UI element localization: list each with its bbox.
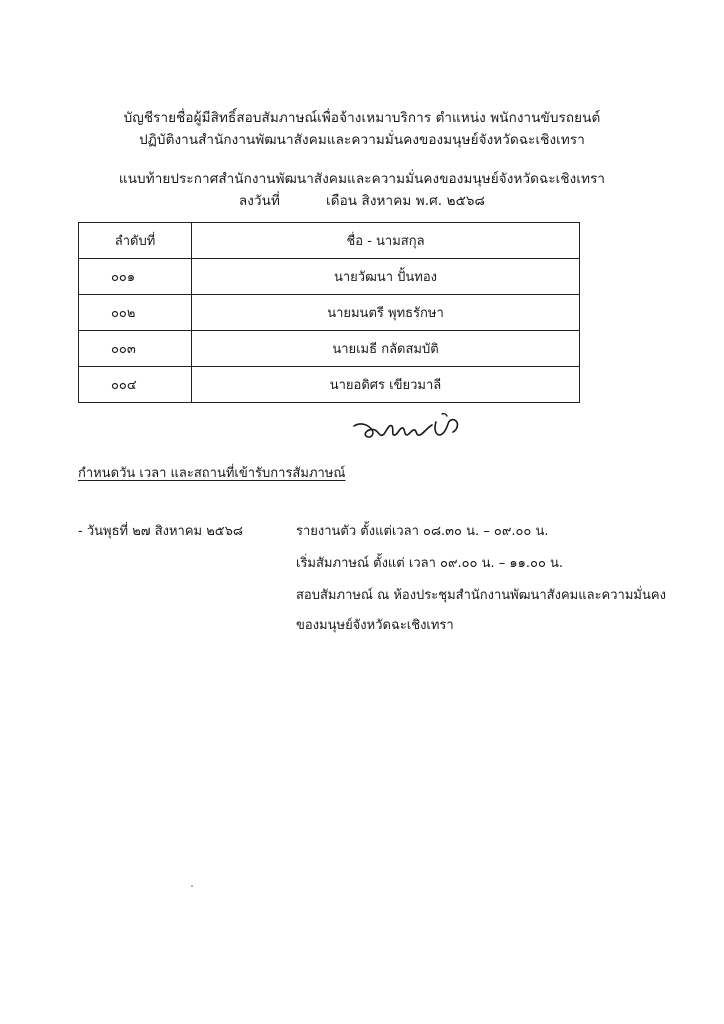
interview-date: - วันพุธที่ ๒๗ สิงหาคม ๒๕๖๘	[78, 524, 243, 539]
table-header-row	[79, 223, 580, 259]
row-number: ๐๐๔	[79, 367, 192, 403]
document-title-line-1: บัญชีรายชื่อผู้มีสิทธิ์สอบสัมภาษณ์เพื่อจ้างเหมาบริการ ตำแหน่ง พนักงานขับรถยนต์	[123, 110, 601, 126]
row-number: ๐๐๑	[79, 259, 192, 295]
interview-location-continued: ของมนุษย์จังหวัดฉะเชิงเทรา	[296, 618, 454, 633]
report-time: รายงานตัว ตั้งแต่เวลา ๐๘.๓๐ น. – ๐๙.๐๐ น.	[296, 524, 549, 539]
document-title-line-2: ปฏิบัติงานสำนักงานพัฒนาสังคมและความมั่นคงของมนุษย์จังหวัดฉะเชิงเทรา	[139, 132, 585, 148]
announcement-date	[0, 189, 724, 211]
table-row	[79, 331, 580, 367]
column-header-number: ลำดับที่	[79, 223, 192, 259]
column-header-name: ชื่อ - นามสกุล	[192, 223, 580, 259]
table-row	[79, 295, 580, 331]
candidate-name: นายมนตรี พุทธรักษา	[192, 295, 580, 331]
date-month-year: เดือน สิงหาคม พ.ศ. ๒๕๖๘	[325, 193, 486, 209]
schedule-heading: กำหนดวัน เวลา และสถานที่เข้ารับการสัมภาษณ์	[78, 466, 346, 481]
candidate-name: นายวัฒนา ปั้นทอง	[192, 259, 580, 295]
candidate-table	[78, 222, 580, 403]
handwritten-signature	[350, 408, 470, 444]
row-number: ๐๐๒	[79, 295, 192, 331]
candidate-name: นายเมธี กลัดสมบัติ	[192, 331, 580, 367]
row-number: ๐๐๓	[79, 331, 192, 367]
interview-time: เริ่มสัมภาษณ์ ตั้งแต่ เวลา ๐๙.๐๐ น. – ๑๑.๐๐ น.	[296, 556, 564, 571]
table-row	[79, 259, 580, 295]
interview-location: สอบสัมภาษณ์ ณ ห้องประชุมสำนักงานพัฒนาสังคมและความมั่นคง	[296, 588, 666, 603]
announcement-reference: แนบท้ายประกาศสำนักงานพัฒนาสังคมและความมั่นคงของมนุษย์จังหวัดฉะเชิงเทรา	[118, 171, 606, 187]
candidate-name: นายอดิศร เขียวมาลี	[192, 367, 580, 403]
date-prefix: ลงวันที่	[238, 193, 280, 209]
table-row	[79, 367, 580, 403]
scan-speck	[191, 885, 193, 887]
